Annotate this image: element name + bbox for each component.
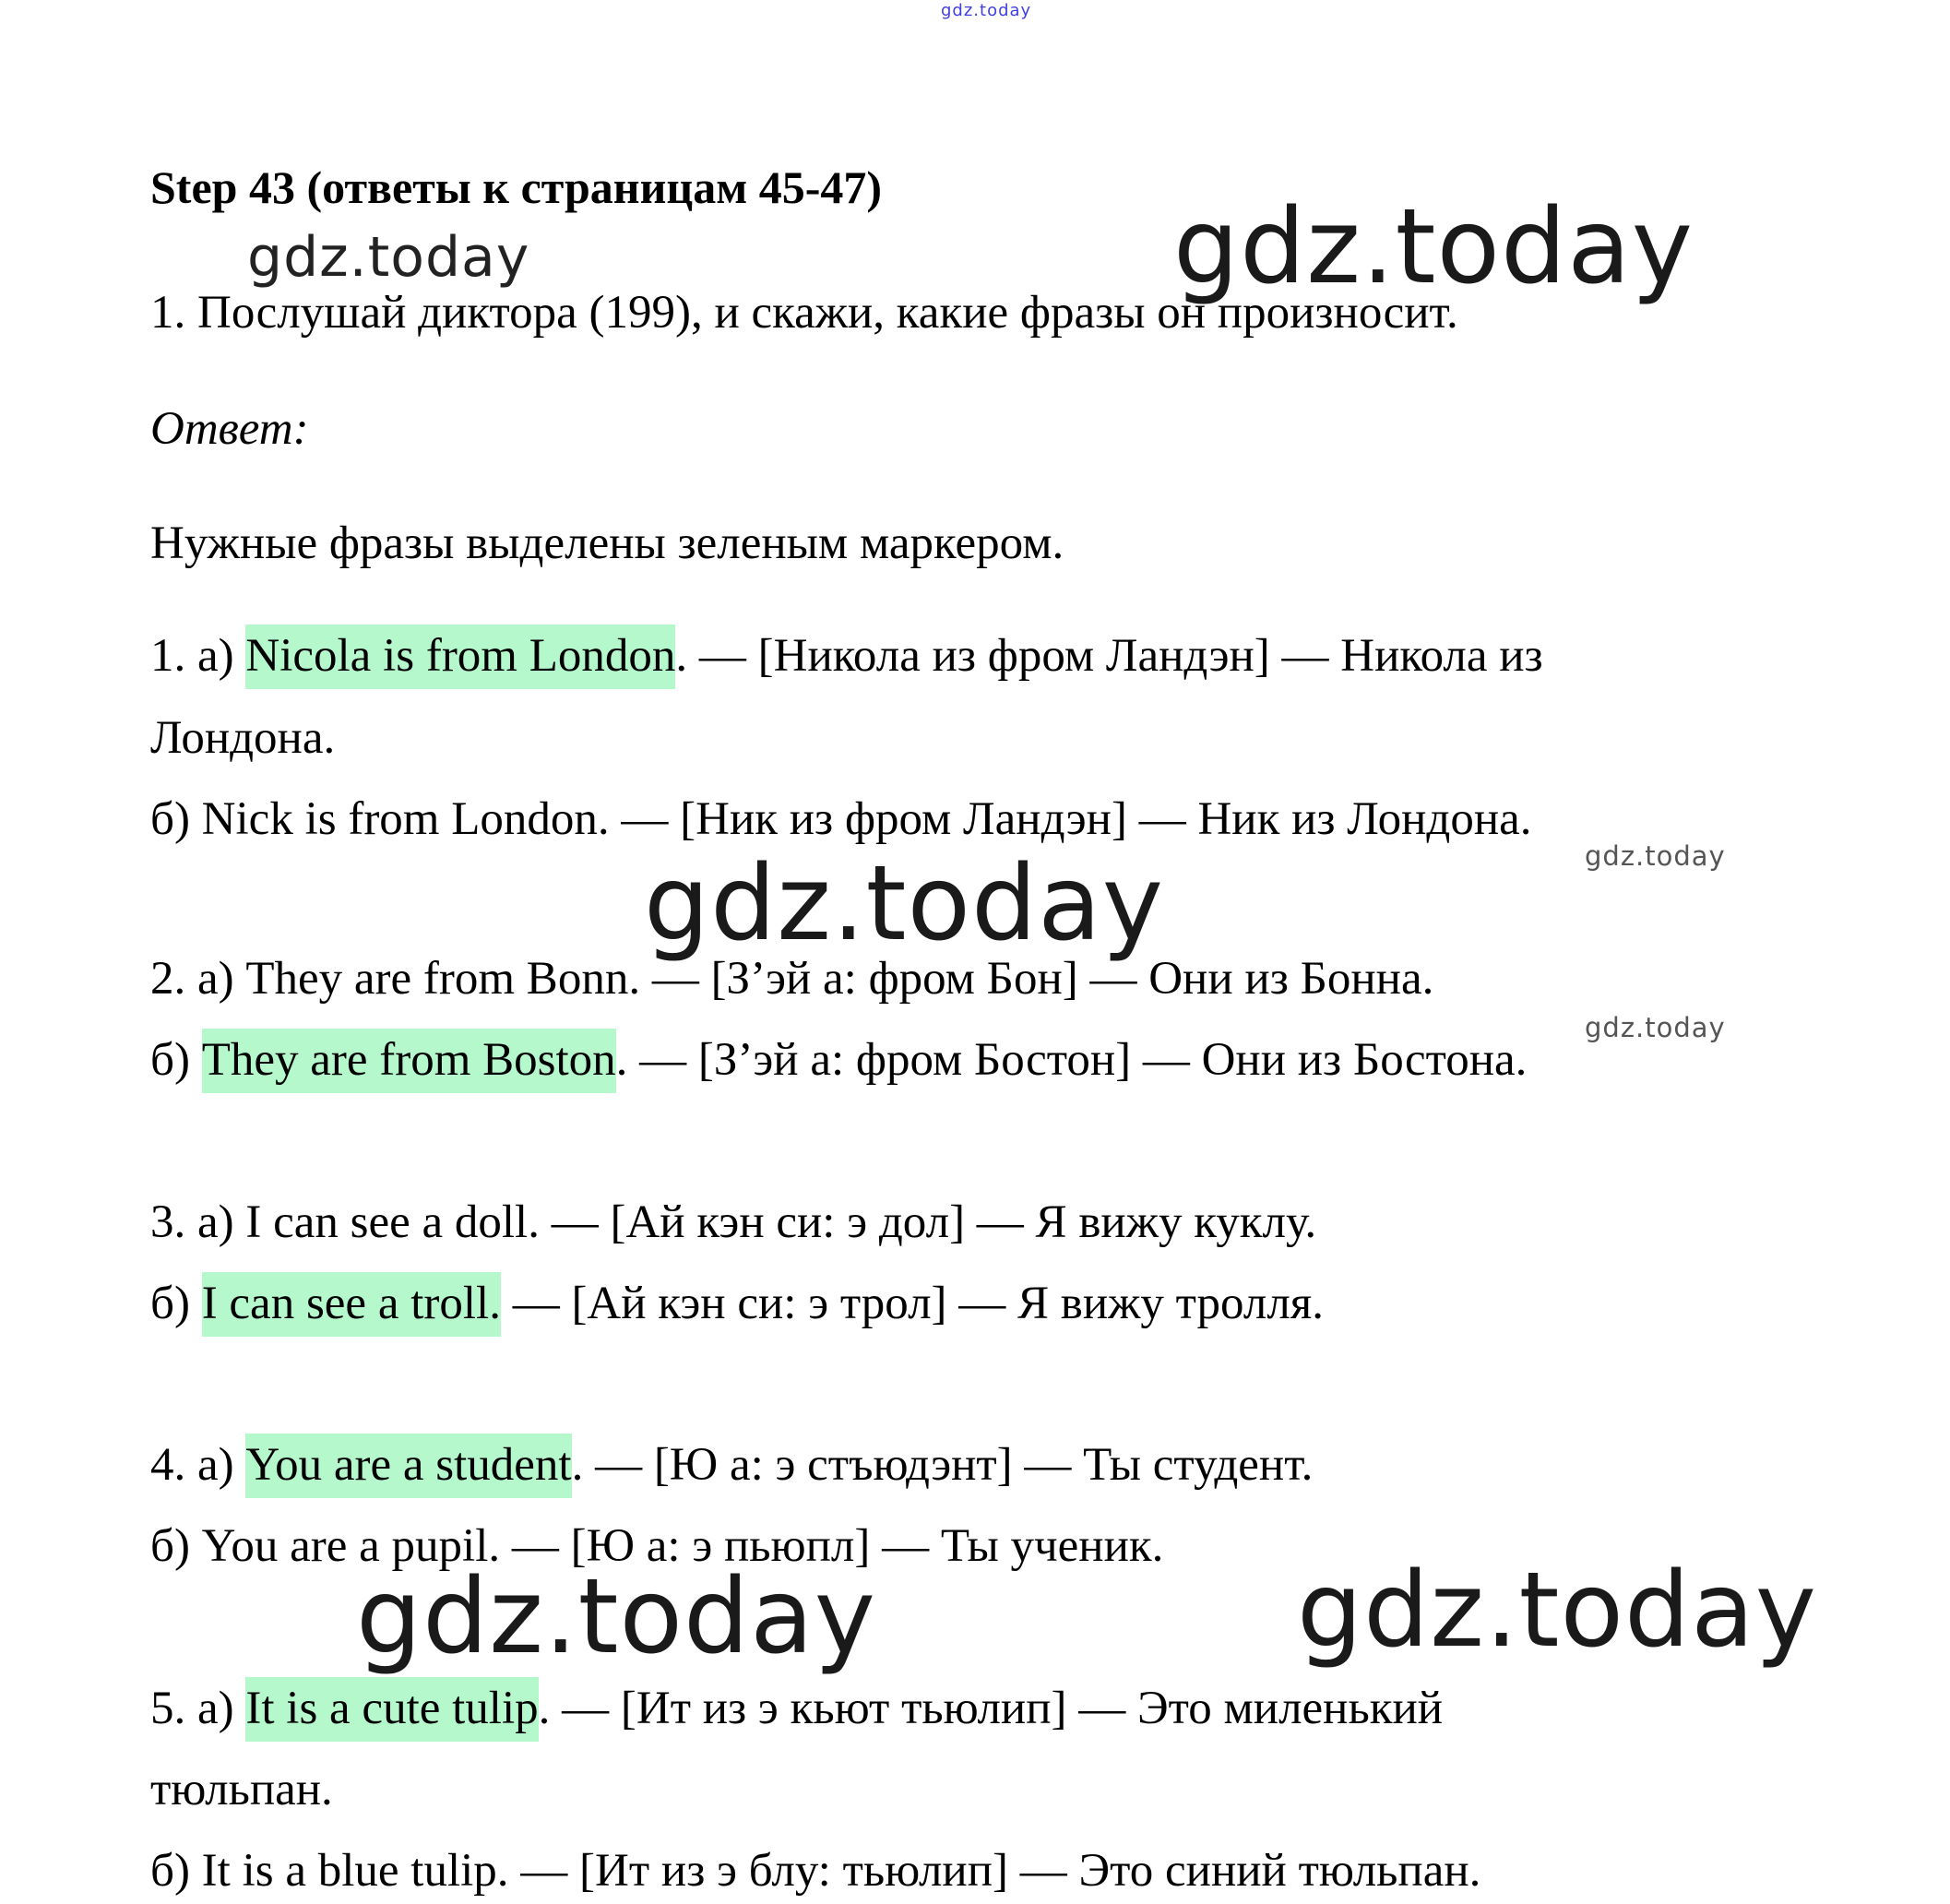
answer-line-1a (150, 628, 1543, 684)
watermark: gdz.today (644, 844, 1165, 964)
watermark: gdz.today (247, 225, 530, 290)
page-title: Step 43 (ответы к страницам 45-47) (150, 161, 883, 213)
answer-line-4b: б) You are a pupil. — [Ю а: э пьюпл] — Ты ученик. (150, 1520, 1164, 1572)
answer-line-5b: б) It is a blue tulip. — [Ит из э блу: тьюлип] — Это синий тюльпан. (150, 1845, 1481, 1897)
watermark: gdz.today (1297, 1551, 1818, 1671)
highlighted-phrase: Nicola is from London (245, 625, 675, 689)
line-rest: . — [З’эй а: фром Бостон] — Они из Бостона. (615, 1034, 1528, 1086)
line-prefix: 4. а) (150, 1439, 246, 1491)
answer-line-4a (150, 1437, 1313, 1493)
line-prefix: 1. а) (150, 630, 246, 682)
watermark: gdz.today (1585, 1012, 1726, 1043)
answer-line-1a-cont: Лондона. (150, 712, 336, 764)
watermark-top: gdz.today (941, 1, 1032, 20)
watermark: gdz.today (356, 1557, 877, 1677)
line-rest: — [Ай кэн си: э трол] — Я вижу тролля. (500, 1278, 1324, 1329)
task-text: 1. Послушай диктора (199), и скажи, какие фразы он произносит. (150, 287, 1458, 339)
answer-line-3a: 3. а) I can see a doll. — [Ай кэн си: э дол] — Я вижу куклу. (150, 1196, 1317, 1248)
answer-line-1b: б) Nick is from London. — [Ник из фром Ландэн] — Ник из Лондона. (150, 793, 1532, 845)
line-prefix: б) (150, 1278, 202, 1329)
highlighted-phrase: I can see a troll. (202, 1272, 501, 1337)
line-rest: . — [Ю а: э стъюдэнт] — Ты студент. (571, 1439, 1314, 1491)
answer-line-3b (150, 1276, 1324, 1331)
line-rest: . — [Ит из э кьют тьюлип] — Это миленький (538, 1683, 1444, 1734)
highlighted-phrase: They are from Boston (202, 1029, 616, 1093)
line-prefix: б) (150, 1034, 202, 1086)
answer-note: Нужные фразы выделены зеленым маркером. (150, 518, 1064, 569)
answer-line-5a (150, 1681, 1443, 1736)
line-rest: . — [Никола из фром Ландэн] — Никола из (675, 630, 1543, 682)
answer-label: Ответ: (150, 403, 309, 455)
watermark: gdz.today (1173, 187, 1694, 307)
answer-line-2a: 2. а) They are from Bonn. — [З’эй а: фром Бон] — Они из Бонна. (150, 953, 1434, 1005)
line-prefix: 5. а) (150, 1683, 246, 1734)
answer-line-5a-cont: тюльпан. (150, 1764, 333, 1815)
highlighted-phrase: It is a cute tulip (245, 1677, 538, 1742)
highlighted-phrase: You are a student (245, 1434, 571, 1498)
answer-line-2b (150, 1032, 1527, 1088)
watermark: gdz.today (1585, 840, 1726, 872)
